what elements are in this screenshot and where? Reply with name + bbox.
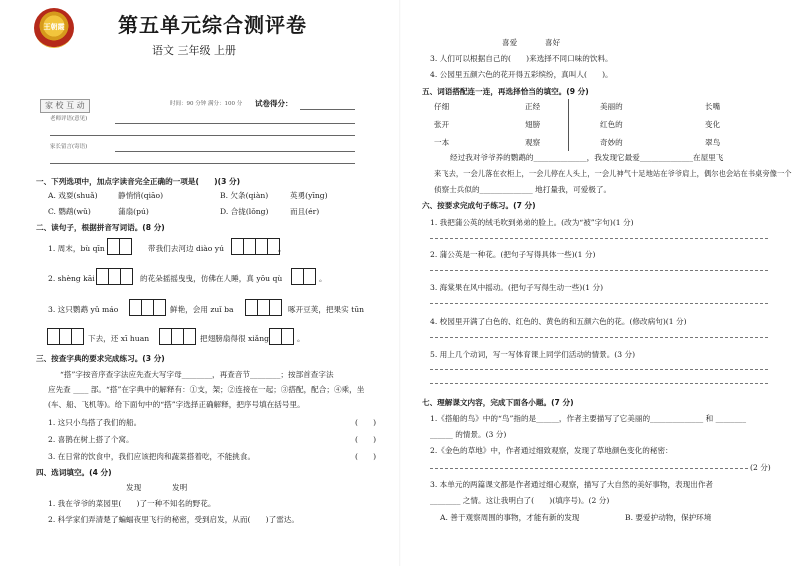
option-b-1: B. 欠条(qiàn) [220,191,269,200]
s2-line1-b: 带我们去河边 diào yú [148,244,224,253]
home-school-label: 家 校 互 动 [40,99,90,113]
s7-answer-line-2[interactable] [430,468,748,469]
s2-line1-c: 。 [278,244,286,253]
section-4-heading: 四、选词填空。(4 分) [36,468,112,477]
s5-para-3: 侦察士兵似的______________ 地打量我，可爱极了。 [434,185,612,194]
section-5-heading: 五、词语搭配连一连，再选择恰当的填空。(9 分) [422,87,589,96]
teacher-comment-label: 老师评语(意见) [50,116,88,122]
exam-meta: 时间：90 分钟 满分：100 分 [170,101,243,107]
match-col1-2[interactable]: 张开 [434,120,450,129]
s7-item-2-score: (2 分) [750,463,771,472]
s6-answer-line-1[interactable] [430,238,770,239]
option-d-2: 而且(ér) [290,207,320,216]
s7-item-3b: ________ 之情。这让我明白了( )(填序号)。(2 分) [430,496,610,505]
s7-option-b: B. 要爱护动物，保护环境 [625,513,712,522]
s2-line3-a: 3. 这只鹦鹉 yǔ máo [48,305,119,314]
s2-line3-c: 啄开豆荚，把果实 tūn [288,305,364,314]
pinyin-grid-shengkai[interactable] [97,268,133,285]
s2-line2-c: 。 [319,274,327,283]
option-a-1: A. 戏耍(shuǎ) [48,191,98,200]
pinyin-grid-zuiba[interactable] [246,299,282,316]
s3-item-2: 2. 喜鹊在树上搭了个窝。 [48,435,134,444]
parent-comment-label: 家长留言(寄语) [50,144,88,150]
match-col4-3[interactable]: 翠鸟 [705,138,721,147]
option-d-1: D. 合拢(lǒng) [220,207,269,216]
pinyin-grid-xiang[interactable] [270,328,294,345]
s5-para-2: 来飞去，一会儿落在衣柜上，一会儿停在人头上，一会儿神气十足地站在爷爷肩上，偶尔也会站在书桌旁像一个 [434,169,792,178]
s6-answer-line-5a[interactable] [430,369,770,370]
s3-item-3: 3. 在日常的饮食中，我们应该把肉和蔬菜搭着吃，不能挑食。 [48,452,256,461]
section-3-heading: 三、按查字典的要求完成练习。(3 分) [36,354,165,363]
parent-comment-line[interactable] [115,151,355,152]
pinyin-grid-yumao[interactable] [130,299,166,316]
section-1-heading: 一、下列选项中，加点字读音完全正确的一项是( )(3 分) [36,177,241,186]
word-pair-1b: 发明 [172,483,188,492]
s6-item-3: 3. 海棠果在风中摇动。(把句子写得生动一些)(1 分) [430,283,604,292]
pinyin-grid-youqu[interactable] [292,268,316,285]
match-col2-3[interactable]: 观察 [525,138,541,147]
pinyin-grid-buqin[interactable] [108,238,132,255]
s2-line2-b: 的花朵摇摇曳曳，仿佛在人睡，真 yōu qù [140,274,283,283]
s3-paren-1[interactable]: ( ) [355,418,377,427]
teacher-comment-line[interactable] [115,123,355,124]
parent-comment-line-2[interactable] [50,163,355,164]
option-b-2: 英勇(yīng) [290,191,328,200]
s6-answer-line-5b[interactable] [430,383,770,384]
option-c-1: C. 鹦鹉(wǔ) [48,207,91,216]
s3-paren-3[interactable]: ( ) [355,452,377,461]
match-col3-3[interactable]: 奇妙的 [600,138,623,147]
s6-item-5: 5. 用上几个动词，写一写体育课上同学们活动的情景。(3 分) [430,350,636,359]
s2-line3-b: 鲜艳，会用 zuǐ ba [170,305,234,314]
s6-item-1: 1. 我把蒲公英的绒毛吹到弟弟的脸上。(改为“被”字句)(1 分) [430,218,634,227]
s7-option-a: A. 善于观察周围的事物，才能有新的发现 [440,513,580,522]
match-col2-2[interactable]: 翅膀 [525,120,541,129]
match-col1-1[interactable]: 仔细 [434,102,450,111]
s3-para-1: “搭”字按音序查字法应先查大写字母________，再查音节________；按部首查字法 [60,370,334,379]
score-blank[interactable] [300,109,355,110]
s6-item-2: 2. 蒲公英是一种花。(把句子写得具体一些)(1 分) [430,250,596,259]
pinyin-grid-tun[interactable] [48,328,84,345]
s5-para-1: 经过我对爷爷养的鹦鹉的______________，我发现它最爱______________在屋里飞 [450,153,724,162]
s4-q1: 1. 我在爷爷的菜园里( )了一种不知名的野花。 [48,499,216,508]
s6-answer-line-3[interactable] [430,303,770,304]
right-page [400,0,800,566]
pinyin-grid-xihuan[interactable] [160,328,196,345]
match-col4-1[interactable]: 长嘴 [705,102,721,111]
score-label: 试卷得分： [255,99,293,108]
match-col4-2[interactable]: 变化 [705,120,721,129]
s3-para-2: 应先查 ____ 部。“搭”在字典中的解释有：①支，架；②连接在一起；③搭配，配合；④乘，坐 [48,385,365,394]
s4-q4: 4. 公园里五颜六色的花开得五彩缤纷，真叫人( )。 [430,70,613,79]
s3-item-1: 1. 这只小鸟搭了我们的船。 [48,418,142,427]
s7-item-1b: ______ 的情景。(3 分) [430,430,507,439]
word-pair-1a: 发现 [126,483,142,492]
s2-line4-c: 。 [297,334,305,343]
word-pair-2a: 喜爱 [502,38,518,47]
page-subtitle: 语文 三年级 上册 [152,44,236,57]
page-title: 第五单元综合测评卷 [118,13,307,37]
option-c-2: 蒲扇(pú) [118,207,149,216]
s7-item-3a: 3. 本单元的两篇课文都是作者通过细心观察，描写了大自然的美好事物，表现出作者 [430,480,714,489]
s2-line4-b: 把翅膀扇得很 xiǎng [200,334,269,343]
s2-line2-a: 2. shèng kāi [48,274,95,283]
s4-q3: 3. 人们可以根据自己的( )来选择不同口味的饮料。 [430,54,613,63]
s2-line1-a: 1. 周末，bù qīn [48,244,105,253]
s4-q2: 2. 科学家们弄清楚了蝙蝠夜里飞行的秘密，受到启发，从而( )了雷达。 [48,515,299,524]
s7-item-2: 2.《金色的草地》中，作者通过细致观察，发现了草地颜色变化的秘密： [430,446,673,455]
teacher-comment-line-2[interactable] [50,135,355,136]
section-7-heading: 七、理解课文内容，完成下面各小题。(7 分) [422,398,574,407]
match-col3-1[interactable]: 美丽的 [600,102,623,111]
section-6-heading: 六、按要求完成句子练习。(7 分) [422,201,536,210]
match-col2-1[interactable]: 正经 [525,102,541,111]
s6-item-4: 4. 校园里开满了白色的、红色的、黄色的和五颜六色的花。(修改病句)(1 分) [430,317,687,326]
s3-paren-2[interactable]: ( ) [355,435,377,444]
s7-item-1a: 1.《搭船的鸟》中的“鸟”指的是______，作者主要描写了它美丽的______________ 和 ________ [430,414,746,423]
match-col1-3[interactable]: 一本 [434,138,450,147]
word-pair-2b: 喜好 [545,38,561,47]
s3-para-3: (车、船、飞机等)。给下面句中的“搭”字选择正确解释，把序号填在括号里。 [48,400,305,409]
s6-answer-line-2[interactable] [430,270,770,271]
match-divider [568,99,569,151]
publisher-logo: 王朝霞 [34,8,74,48]
option-a-2: 静悄悄(qiāo) [118,191,164,200]
s2-line4-a: 下去，还 xī huan [88,334,150,343]
section-2-heading: 二、读句子，根据拼音写词语。(8 分) [36,223,165,232]
match-col3-2[interactable]: 红色的 [600,120,623,129]
s6-answer-line-4[interactable] [430,337,770,338]
pinyin-grid-diaoyu[interactable] [232,238,280,255]
